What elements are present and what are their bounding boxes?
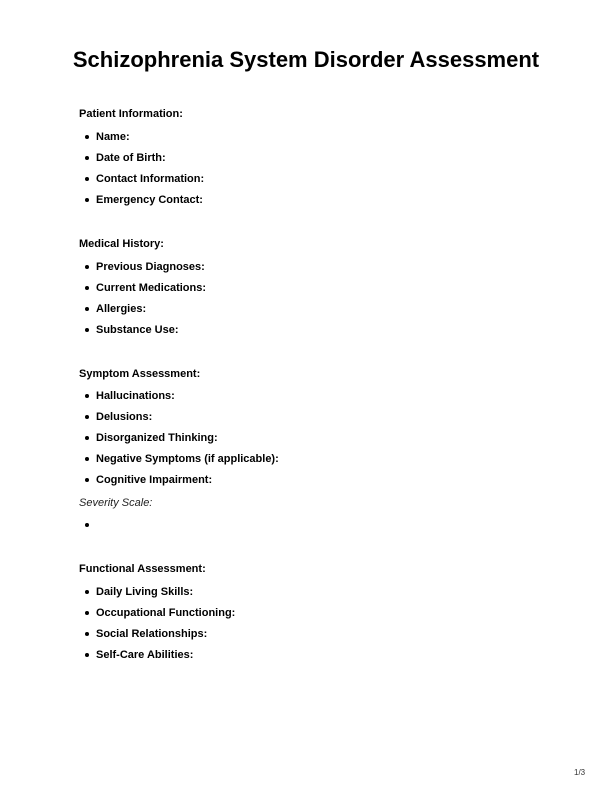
list-item: Hallucinations: — [96, 390, 175, 402]
section-heading-medical-history: Medical History: — [79, 238, 164, 250]
list-item: Delusions: — [96, 411, 153, 423]
section-heading-functional-assessment: Functional Assessment: — [79, 563, 206, 575]
page-title: Schizophrenia System Disorder Assessment — [72, 47, 540, 72]
list-item: Occupational Functioning: — [96, 607, 236, 619]
list-item: Disorganized Thinking: — [96, 432, 218, 444]
list-item: Allergies: — [96, 303, 147, 315]
severity-scale-label: Severity Scale: — [79, 497, 153, 509]
section-heading-patient-information: Patient Information: — [79, 108, 183, 120]
list-item: Cognitive Impairment: — [96, 474, 213, 486]
list-item: Substance Use: — [96, 324, 179, 336]
section-heading-symptom-assessment: Symptom Assessment: — [79, 368, 201, 380]
list-item: Emergency Contact: — [96, 194, 203, 206]
list-item: Previous Diagnoses: — [96, 261, 205, 273]
list-item: Daily Living Skills: — [96, 586, 194, 598]
list-item: Date of Birth: — [96, 152, 166, 164]
list-item: Name: — [96, 131, 130, 143]
list-item: Negative Symptoms (if applicable): — [96, 453, 279, 465]
list-item: Current Medications: — [96, 282, 207, 294]
list-item: Social Relationships: — [96, 628, 208, 640]
page-number: 1/3 — [574, 768, 586, 777]
list-item: Contact Information: — [96, 173, 205, 185]
list-item: Self-Care Abilities: — [96, 649, 194, 661]
